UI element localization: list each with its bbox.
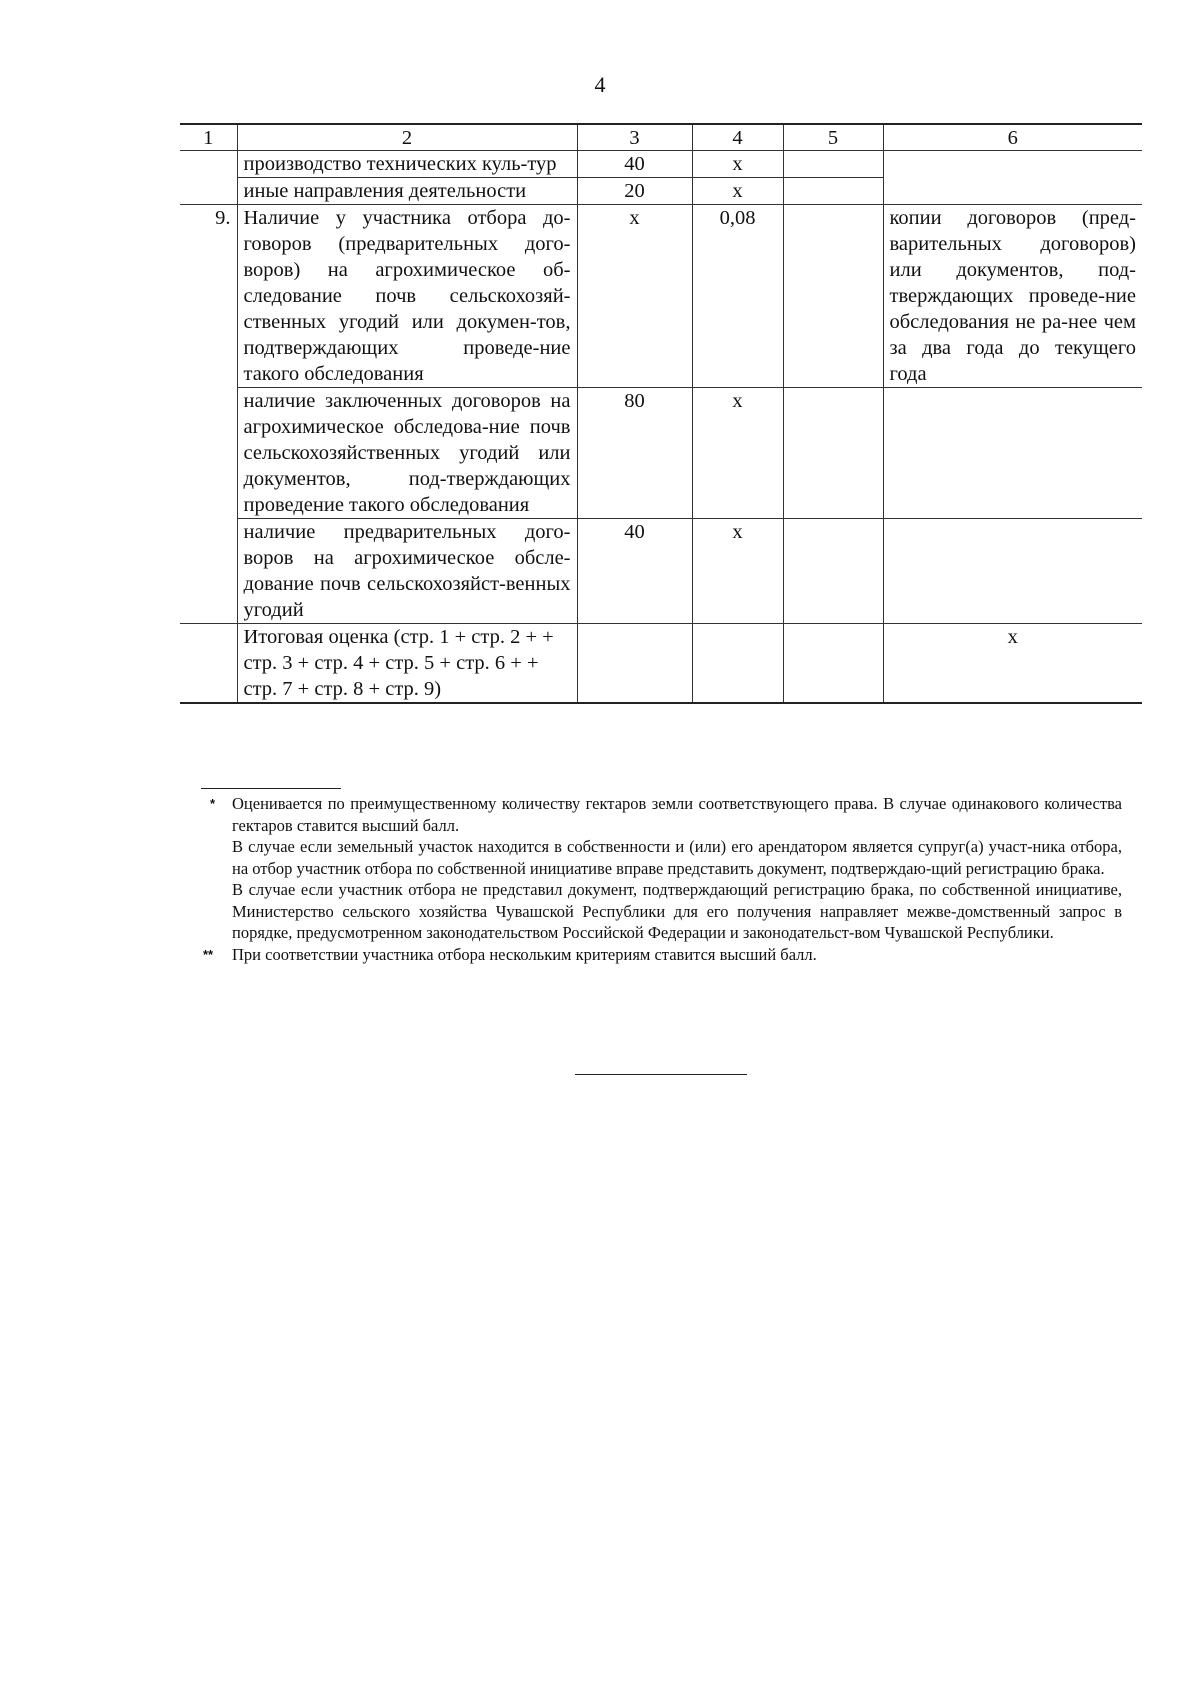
criterion-cell: производство технических куль-тур [237,151,577,178]
documents-cell: х [883,624,1142,704]
footnote-2-mark: ** [203,946,214,962]
footnote-1-mark: * [210,796,216,811]
page-number: 4 [594,72,606,97]
weight-cell: х [692,388,783,519]
total-label-cell: Итоговая оценка (стр. 1 + стр. 2 + + стр. 3 + стр. 4 + стр. 5 + стр. 6 + + стр. 7 + стр. 8 + стр. 9) [237,624,577,704]
row-number-cell: 9. [180,205,237,624]
end-of-document-rule [575,1074,747,1075]
score-cell: 40 [577,519,692,624]
weight-cell: 0,08 [692,205,783,388]
value-cell [783,519,883,624]
header-cell-4: 4 [692,124,783,151]
header-cell-2: 2 [237,124,577,151]
weight-cell: х [692,178,783,205]
value-cell [783,178,883,205]
value-cell [783,205,883,388]
table-row [180,205,1142,388]
footnote-2 [200,944,1122,966]
documents-cell [883,388,1142,519]
table-header-row [180,124,1142,151]
criterion-cell: иные направления деятельности [237,178,577,205]
weight-cell: х [692,519,783,624]
value-cell [783,388,883,519]
footnote-1-paragraph-2: В случае если земельный участок находится в собственности и (или) его арендатором является супруг(а) участ-ника отбора, на отбор участник отбора по собственной инициативе вправе представить документ, подтверждаю-щий регистрацию брака. [232,837,1122,878]
header-cell-1: 1 [180,124,237,151]
header-cell-3: 3 [577,124,692,151]
score-cell: 80 [577,388,692,519]
criteria-table [180,123,1142,704]
row-number-cell [180,151,237,205]
footnote-1-paragraph-3: В случае если участник отбора не представил документ, подтверждающий регистрацию брака, по собственной инициативе, Министерство сельского хозяйства Чувашской Республики для его получения направляет межве-домственный запрос в порядке, предусмотренном законодательством Российской Федерации и законодательст-вом Чувашской Республики. [232,880,1122,942]
criterion-cell: Наличие у участника отбора до-говоров (предварительных дого-воров) на агрохимическое об-следование почв сельскохозяй-ственных угодий или докумен-тов, подтверждающих проведе-ние такого обследования [237,205,577,388]
weight-cell: х [692,151,783,178]
documents-cell [883,151,1142,205]
documents-cell: копии договоров (пред-варительных договоров) или документов, под-тверждающих проведе-ние обследования не ра-нее чем за два года до текущего года [883,205,1142,388]
score-cell: 40 [577,151,692,178]
table-row [180,519,1142,624]
value-cell [783,151,883,178]
row-number-cell [180,624,237,704]
criterion-cell: наличие предварительных дого-воров на агрохимическое обсле-дование почв сельскохозяйст-венных угодий [237,519,577,624]
total-row [180,624,1142,704]
header-cell-5: 5 [783,124,883,151]
footnote-1-text: Оценивается по преимущественному количеству гектаров земли соответствующего права. В случае одинакового количества гектаров ставится высший балл. [232,794,1122,835]
documents-cell [883,519,1142,624]
table-row [180,151,1142,178]
header-cell-6: 6 [883,124,1142,151]
criterion-cell: наличие заключенных договоров на агрохимическое обследова-ние почв сельскохозяйственных угодий или документов, под-тверждающих проведение такого обследования [237,388,577,519]
score-cell: 20 [577,178,692,205]
score-cell: х [577,205,692,388]
value-cell [783,624,883,704]
footnote-1 [200,793,1122,836]
footnotes [200,788,1122,965]
table-row [180,388,1142,519]
footnote-separator [201,788,341,789]
score-cell [577,624,692,704]
weight-cell [692,624,783,704]
footnote-2-text: При соответствии участника отбора нескольким критериям ставится высший балл. [232,944,817,964]
